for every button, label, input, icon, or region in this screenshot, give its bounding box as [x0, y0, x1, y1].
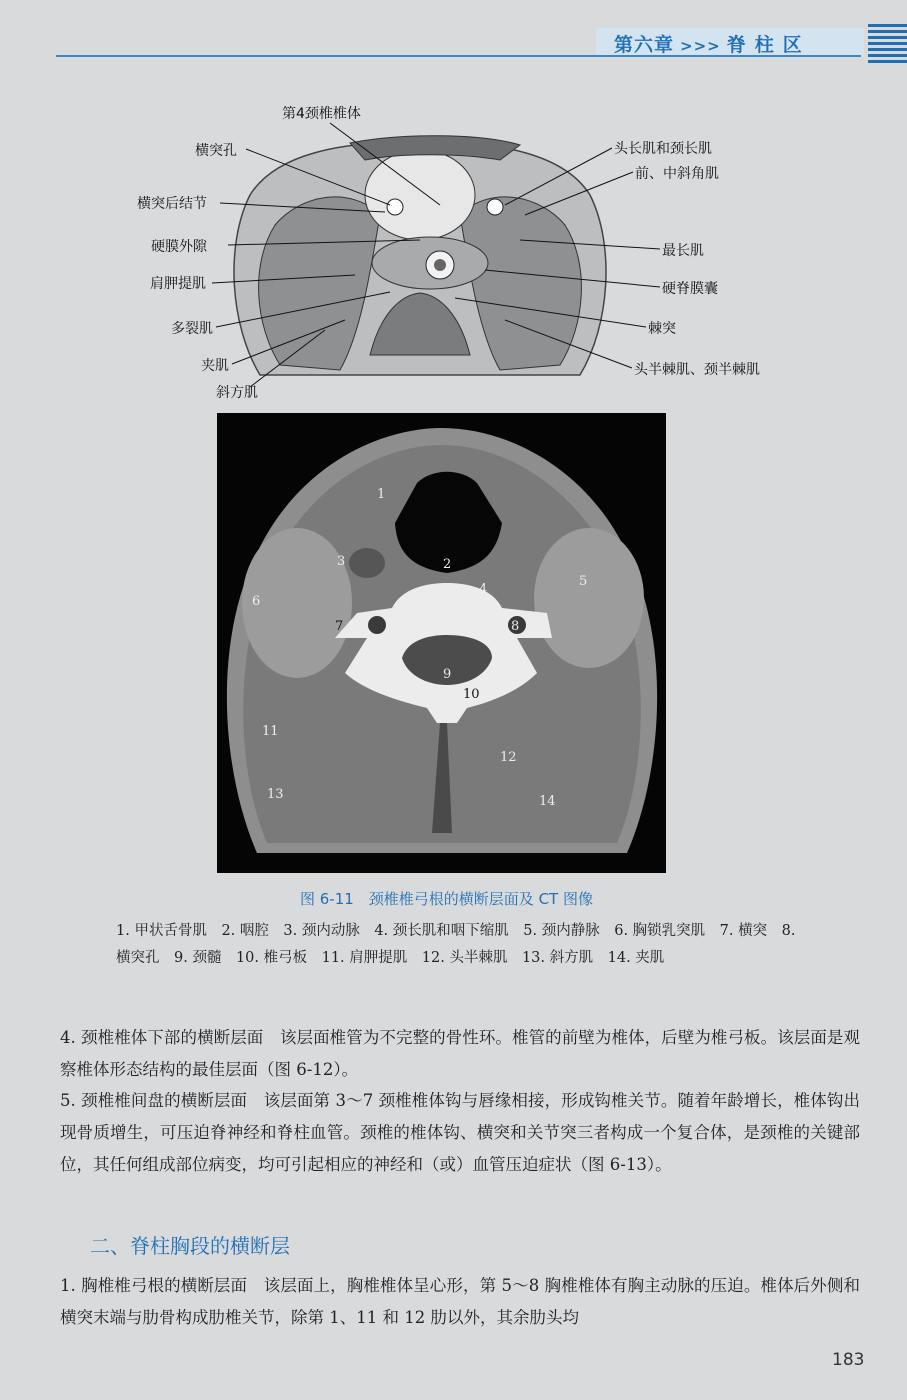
label-c4-vertebral-body: 第4颈椎椎体 — [282, 106, 361, 122]
ct-label-13: 13 — [267, 787, 284, 802]
ct-label-11: 11 — [262, 724, 279, 739]
label-multifidus: 多裂肌 — [171, 321, 213, 337]
label-dural-sac: 硬脊膜囊 — [662, 281, 718, 297]
figure-legend: 1. 甲状舌骨肌 2. 咽腔 3. 颈内动脉 4. 颈长肌和咽下缩肌 5. 颈内静脉 6. 胸锁乳突肌 7. 横突 8. 横突孔 9. 颈髓 10. 椎弓板 11. 肩胛提肌 12. 头半棘肌 13. 斜方肌 14. 夹肌 — [116, 923, 796, 966]
chapter-label: 第六章 — [614, 34, 675, 56]
header-stripes-icon — [868, 24, 907, 68]
label-trapezius: 斜方肌 — [216, 385, 258, 401]
ct-label-1: 1 — [377, 487, 386, 502]
label-longissimus: 最长肌 — [662, 243, 704, 259]
label-semispinalis: 头半棘肌、颈半棘肌 — [634, 362, 760, 378]
ct-label-8: 8 — [511, 619, 520, 634]
ct-label-3: 3 — [337, 554, 346, 569]
ct-label-4: 4 — [479, 582, 488, 597]
paragraph-5: 5. 颈椎椎间盘的横断层面 该层面第 3～7 颈椎椎体钩与唇缘相接，形成钩椎关节。随着年龄增长，椎体钩出现骨质增生，可压迫脊神经和脊柱血管。颈椎的椎体钩、横突和关节突三者构成一个复合体，是颈椎的关键部位，其任何组成部位病变，均可引起相应的神经和（或）血管压迫症状（图 6-13）。 — [60, 1091, 860, 1174]
label-posterior-tubercle: 横突后结节 — [137, 196, 207, 212]
label-levator-scapulae: 肩胛提肌 — [150, 276, 206, 292]
label-epidural-space: 硬膜外隙 — [151, 239, 207, 255]
ct-label-10: 10 — [463, 687, 480, 702]
section-heading: 二、脊柱胸段的横断层 — [90, 1234, 290, 1258]
label-longus-capitis-colli: 头长肌和颈长肌 — [614, 141, 712, 157]
label-splenius: 夹肌 — [201, 358, 229, 374]
ct-label-14: 14 — [539, 794, 556, 809]
page-number: 183 — [832, 1350, 865, 1370]
ct-label-5: 5 — [579, 574, 588, 589]
label-transverse-foramen: 横突孔 — [195, 143, 237, 159]
label-scalenus: 前、中斜角肌 — [635, 166, 719, 182]
header-separator: >>> — [680, 37, 721, 55]
ct-label-2: 2 — [443, 557, 452, 572]
label-spinous-process: 棘突 — [648, 321, 676, 337]
ct-label-7: 7 — [335, 619, 344, 634]
running-header — [614, 30, 811, 57]
section-label: 脊柱区 — [726, 34, 811, 56]
ct-image — [217, 413, 666, 873]
ct-label-6: 6 — [252, 594, 261, 609]
anatomy-drawing — [220, 125, 620, 383]
figure-caption: 图 6-11 颈椎椎弓根的横断层面及 CT 图像 — [300, 890, 593, 908]
ct-label-12: 12 — [500, 750, 517, 765]
paragraph-thoracic-1: 1. 胸椎椎弓根的横断层面 该层面上，胸椎椎体呈心形，第 5～8 胸椎椎体有胸主动脉的压迫。椎体后外侧和横突末端与肋骨构成肋椎关节，除第 1、11 和 12 肋以外，其余肋头均 — [60, 1276, 860, 1327]
paragraph-4: 4. 颈椎椎体下部的横断层面 该层面椎管为不完整的骨性环。椎管的前壁为椎体，后壁为椎弓板。该层面是观察椎体形态结构的最佳层面（图 6-12）。 — [60, 1028, 860, 1079]
ct-label-9: 9 — [443, 667, 452, 682]
